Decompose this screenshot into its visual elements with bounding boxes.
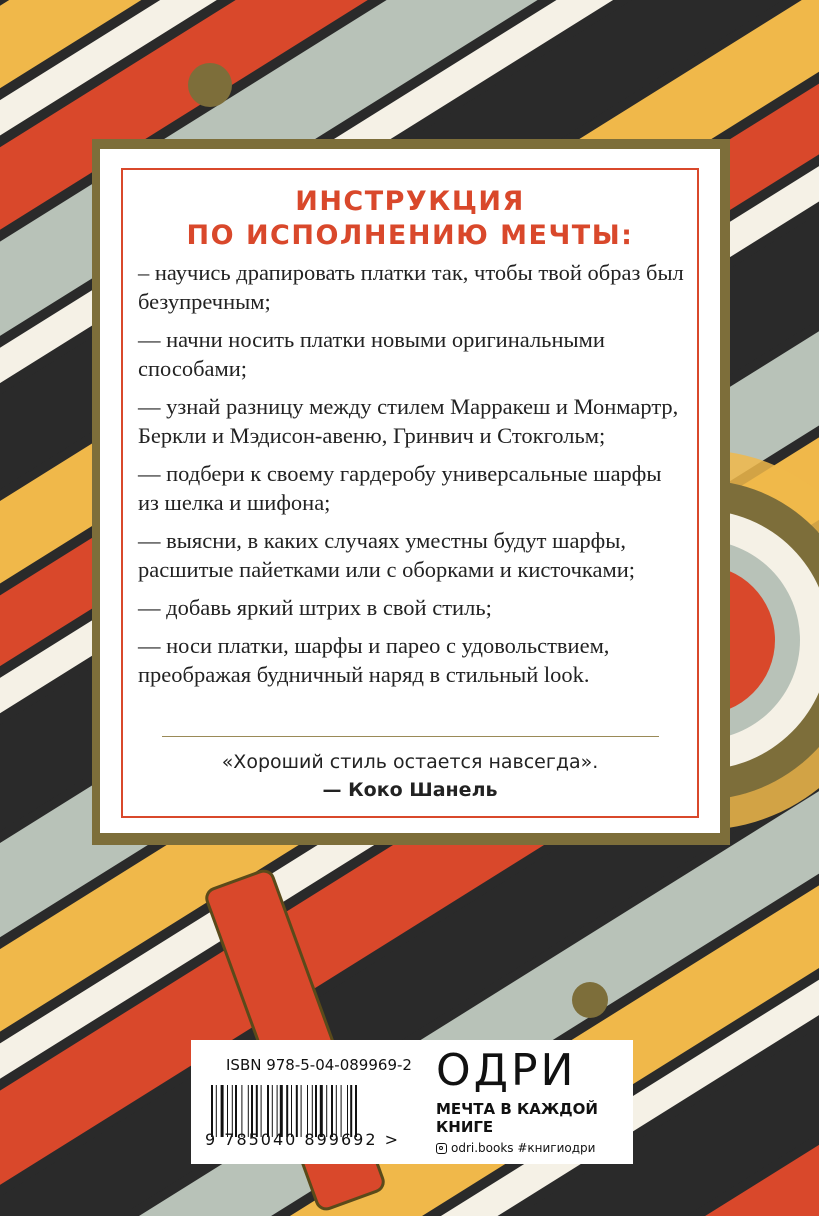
isbn-text: ISBN 978-5-04-089969-2 <box>226 1056 412 1074</box>
list-item: – научись драпировать платки так, чтобы твой образ был безупречным; <box>138 260 684 314</box>
publisher-logo: ОДРИ <box>436 1045 577 1096</box>
quote-text: «Хороший стиль остается навсегда». <box>221 751 599 773</box>
instruction-list <box>138 258 686 698</box>
list-item: — добавь яркий штрих в свой стиль; <box>138 595 492 620</box>
list-item: — начни носить платки новыми оригинальными способами; <box>138 327 605 381</box>
list-item: — носи платки, шарфы и парео с удовольствием, преображая будничный наряд в стильный look. <box>138 633 610 687</box>
divider <box>162 736 659 737</box>
barcode-digits: 9 785040 899692 > <box>205 1130 400 1149</box>
panel-heading <box>121 185 699 253</box>
publisher-tagline: МЕЧТА В КАЖДОЙ КНИГЕ <box>436 1100 598 1136</box>
heading-line-1: ИНСТРУКЦИЯ <box>295 186 525 217</box>
social-links <box>436 1140 626 1156</box>
heading-line-2: ПО ИСПОЛНЕНИЮ МЕЧТЫ: <box>186 220 634 251</box>
list-item: — узнай разницу между стилем Марракеш и Монмартр, Беркли и Мэдисон-авеню, Гринвич и Стокгольм; <box>138 394 679 448</box>
list-item: — выясни, в каких случаях уместны будут шарфы, расшитые пайетками или с оборками и кисточками; <box>138 528 635 582</box>
quote-author: — Коко Шанель <box>322 779 498 801</box>
social-handle: odri.books #книгиодри <box>451 1141 596 1155</box>
list-item: — подбери к своему гардеробу универсальные шарфы из шелка и шифона; <box>138 461 662 515</box>
instagram-icon <box>436 1143 447 1154</box>
